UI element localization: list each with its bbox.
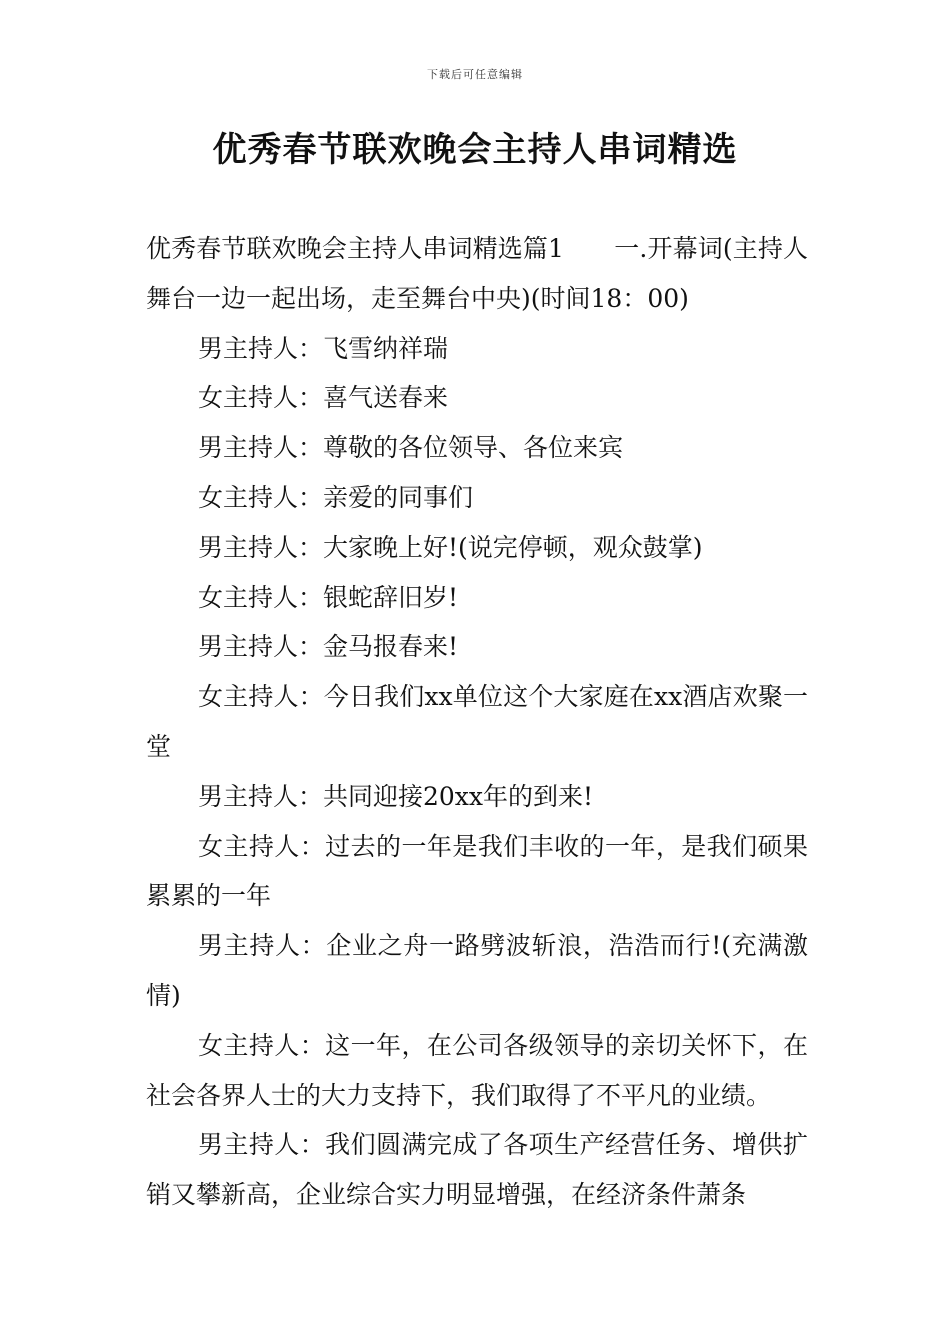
dialogue-line: 男主持人：金马报春来! <box>198 632 459 662</box>
document-body <box>146 224 808 1220</box>
header-note: 下载后可任意编辑 <box>427 68 523 81</box>
intro-paragraph: 优秀春节联欢晚会主持人串词精选篇1 一.开幕词(主持人舞台一边一起出场，走至舞台中央)(时间18：00) <box>146 234 808 313</box>
dialogue-line: 男主持人：共同迎接20xx年的到来! <box>198 781 594 811</box>
dialogue-line: 女主持人：今日我们xx单位这个大家庭在xx酒店欢聚一堂 <box>146 682 808 761</box>
dialogue-line: 女主持人：喜气送春来 <box>198 383 449 413</box>
dialogue-line: 女主持人：银蛇辞旧岁! <box>198 582 459 612</box>
dialogue-line: 女主持人：亲爱的同事们 <box>198 482 474 512</box>
dialogue-line: 男主持人：大家晚上好!(说完停顿，观众鼓掌) <box>198 532 703 562</box>
dialogue-line: 男主持人：我们圆满完成了各项生产经营任务、增供扩销又攀新高，企业综合实力明显增强，在经济条件萧条 <box>146 1130 808 1210</box>
document-title: 优秀春节联欢晚会主持人串词精选 <box>212 130 738 170</box>
dialogue-line: 男主持人：飞雪纳祥瑞 <box>198 333 449 363</box>
dialogue-line: 女主持人：这一年，在公司各级领导的亲切关怀下，在社会各界人士的大力支持下，我们取得了不平凡的业绩。 <box>146 1030 808 1110</box>
dialogue-line: 男主持人：尊敬的各位领导、各位来宾 <box>198 433 624 463</box>
dialogue-line: 女主持人：过去的一年是我们丰收的一年，是我们硕果累累的一年 <box>146 831 808 911</box>
dialogue-line: 男主持人：企业之舟一路劈波斩浪，浩浩而行!(充满激情) <box>146 931 808 1010</box>
